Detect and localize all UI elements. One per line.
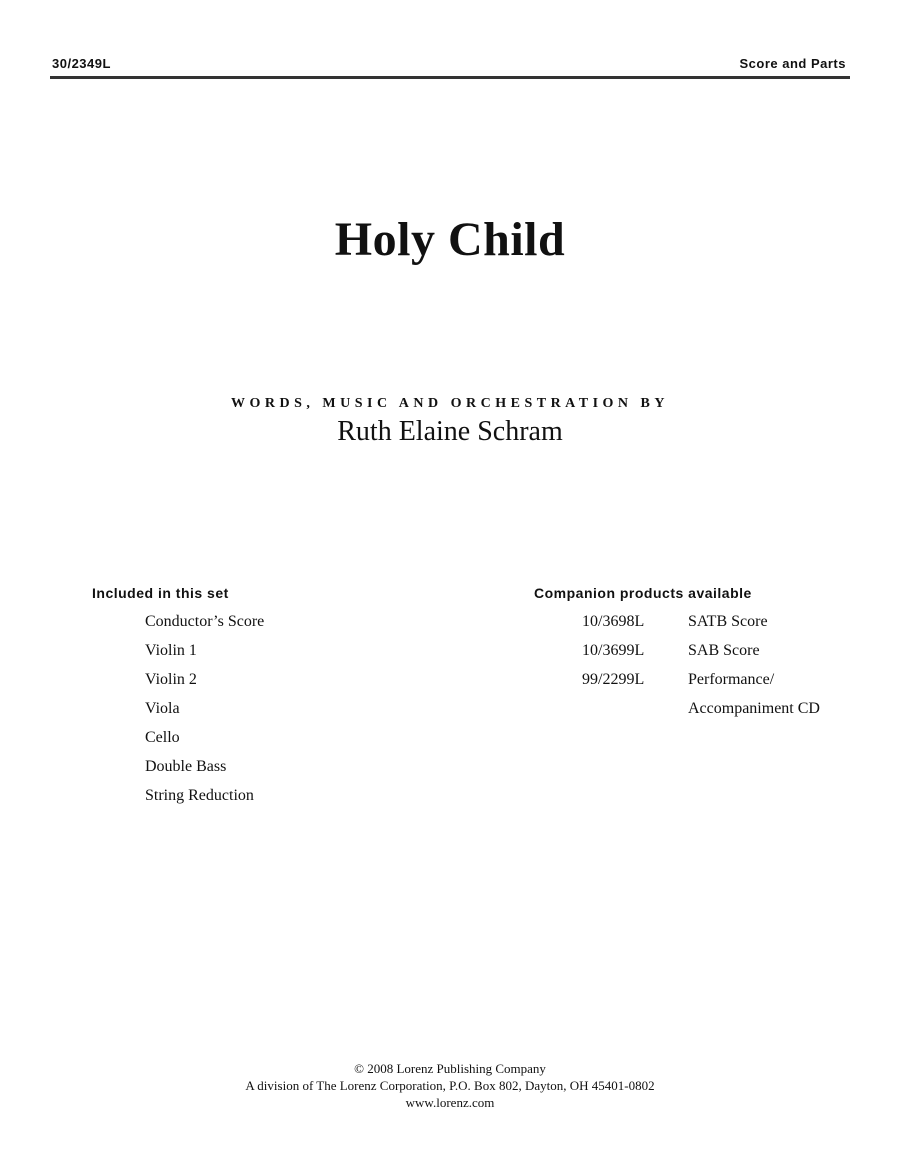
list-item: Cello [145,729,180,746]
composer-name: Ruth Elaine Schram [337,416,563,447]
product-name: SAB Score [688,642,760,659]
page-header [50,54,850,79]
list-item: Conductor’s Score [145,613,265,630]
product-number: 10/3699L [582,642,645,659]
catalog-code: 30/2349L [52,56,111,71]
publisher-address: A division of The Lorenz Corporation, P.O. Box 802, Dayton, OH 45401-0802 [245,1078,655,1093]
companion-item [582,699,820,728]
product-name: Accompaniment CD [688,700,820,717]
included-heading: Included in this set [92,585,229,601]
copyright-text: © 2008 Lorenz Publishing Company [354,1061,546,1076]
page-title: Holy Child [334,213,566,266]
website-text: www.lorenz.com [405,1095,495,1110]
included-list [145,612,264,815]
product-name: SATB Score [688,613,768,630]
list-item: Violin 1 [145,642,197,659]
companion-item [582,670,820,699]
footer [0,1060,900,1111]
list-item: Viola [145,700,180,717]
companion-heading: Companion products available [534,585,752,601]
list-item: Violin 2 [145,671,197,688]
companion-list [582,612,820,728]
header-label: Score and Parts [739,56,846,71]
list-item: String Reduction [145,787,254,804]
product-number: 10/3698L [582,613,645,630]
credit-line: WORDS, MUSIC AND ORCHESTRATION BY [230,396,669,411]
product-number: 99/2299L [582,671,645,688]
companion-item [582,641,820,670]
product-number [582,699,688,728]
companion-item [582,612,820,641]
product-name: Performance/ [688,671,775,688]
list-item: Double Bass [145,758,227,775]
